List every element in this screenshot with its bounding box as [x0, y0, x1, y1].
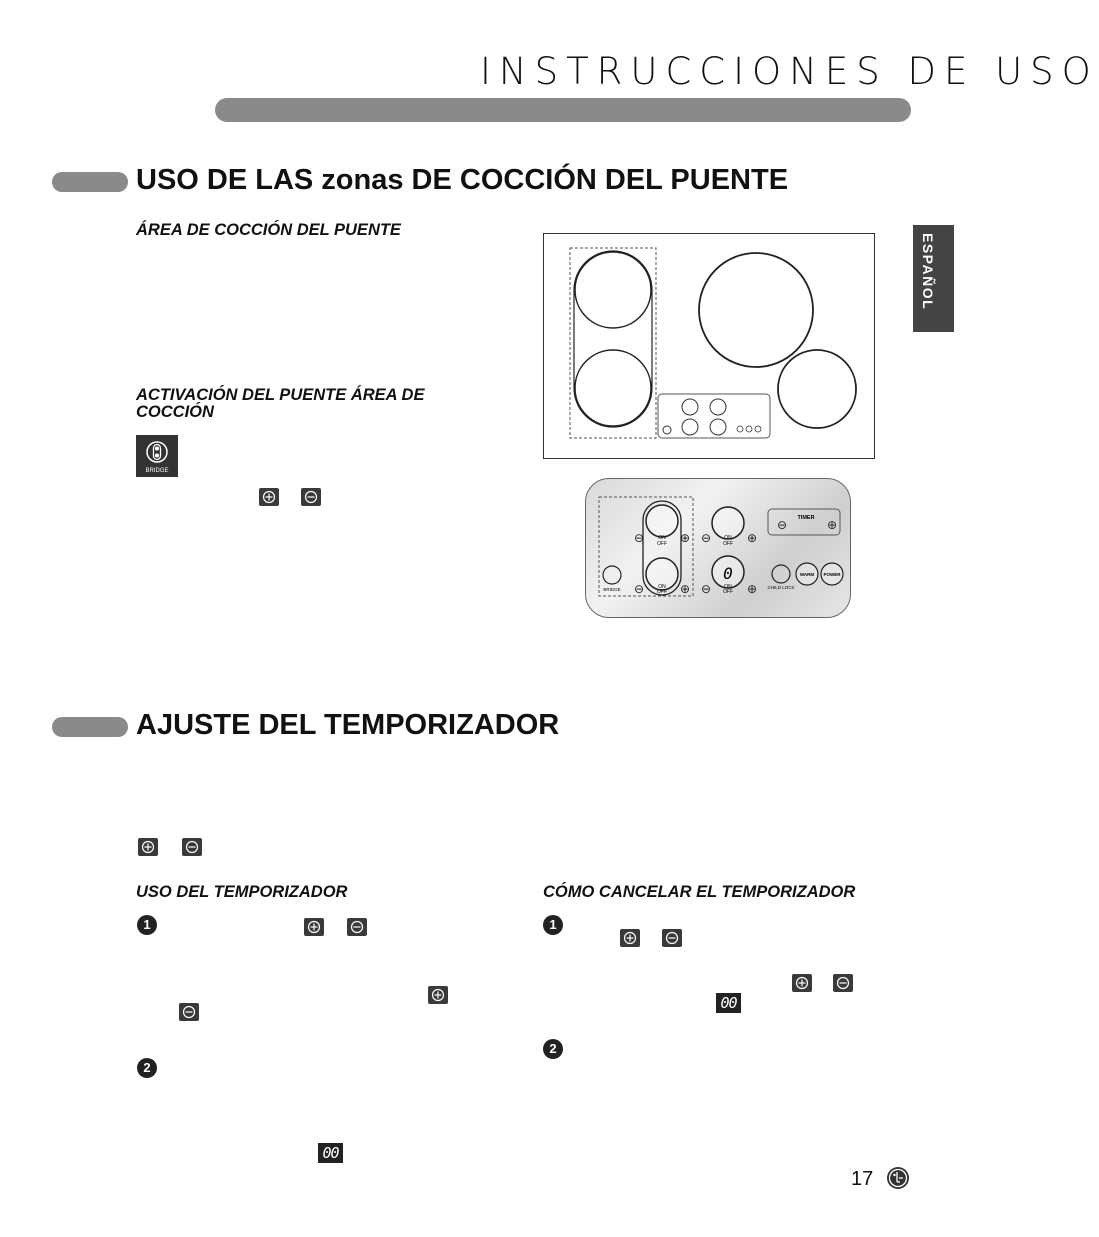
plus-icon-2	[138, 838, 158, 856]
panel-child-lock-label: CHILD LOCK	[767, 585, 795, 590]
svg-text:⊕: ⊕	[746, 531, 758, 545]
svg-text:⊖: ⊖	[700, 531, 712, 545]
language-tab-label: ESPAÑOL	[920, 233, 936, 311]
section-marker-2	[52, 717, 128, 737]
minus-icon	[301, 488, 321, 506]
panel-timer-label: TIMER	[797, 515, 815, 521]
subheading-bridge-activation: ACTIVACIÓN DEL PUENTE ÁREA DE COCCIÓN	[136, 386, 425, 421]
bridge-button-icon	[136, 435, 178, 477]
subheading-bridge-area: ÁREA DE COCCIÓN DEL PUENTE	[136, 221, 401, 239]
cancel-timer-display-00: 00	[716, 993, 741, 1013]
cancel-step-2-badge: 2	[543, 1039, 563, 1059]
panel-on-label: ON	[658, 535, 666, 541]
page-title: INSTRUCCIONES DE USO	[480, 50, 1099, 93]
panel-power-label: POWER	[823, 572, 841, 577]
panel-bridge-label: BRIDGE	[603, 587, 621, 592]
panel-warm-label: WARM	[799, 572, 815, 577]
lg-logo-icon	[886, 1166, 910, 1190]
svg-text:⊖: ⊖	[633, 582, 645, 596]
panel-on-label-3: ON	[724, 535, 732, 541]
control-panel-diagram	[585, 478, 851, 618]
page-number: 17	[851, 1168, 874, 1190]
panel-on-label-2: ON	[658, 584, 666, 590]
timer-display-00: 00	[318, 1143, 343, 1163]
svg-text:⊕: ⊕	[679, 582, 691, 596]
bridge-button-label: BRIDGE	[145, 468, 169, 474]
panel-off-label-2: OFF	[657, 589, 667, 595]
svg-text:⊕: ⊕	[826, 518, 838, 532]
svg-text:⊖: ⊖	[633, 531, 645, 545]
plus-icon	[259, 488, 279, 506]
subheading-timer-use: USO DEL TEMPORIZADOR	[136, 883, 348, 901]
cooktop-diagram	[543, 233, 875, 459]
section-heading-bridge: USO DE LAS zonas DE COCCIÓN DEL PUENTE	[136, 164, 789, 196]
cancel-step-1-badge: 1	[543, 915, 563, 935]
svg-text:⊖: ⊖	[700, 582, 712, 596]
svg-text:⊕: ⊕	[679, 531, 691, 545]
svg-text:⊖: ⊖	[776, 518, 788, 532]
minus-icon-6	[833, 974, 853, 992]
plus-icon-4	[428, 986, 448, 1004]
svg-text:⊕: ⊕	[746, 582, 758, 596]
language-tab	[913, 225, 954, 332]
minus-icon-5	[662, 929, 682, 947]
panel-off-label-3: OFF	[723, 541, 733, 547]
subheading-timer-cancel: CÓMO CANCELAR EL TEMPORIZADOR	[543, 883, 856, 901]
panel-off-label: OFF	[657, 541, 667, 547]
plus-icon-3	[304, 918, 324, 936]
step-2-badge: 2	[137, 1058, 157, 1078]
section-marker	[52, 172, 128, 192]
plus-icon-5	[620, 929, 640, 947]
panel-on-label-4: ON	[724, 584, 732, 590]
panel-off-label-4: OFF	[723, 589, 733, 595]
minus-icon-4	[179, 1003, 199, 1021]
title-bar	[215, 98, 911, 122]
section-heading-timer: AJUSTE DEL TEMPORIZADOR	[136, 709, 560, 741]
step-1-badge: 1	[137, 915, 157, 935]
minus-icon-2	[182, 838, 202, 856]
plus-icon-6	[792, 974, 812, 992]
panel-display: 0	[723, 564, 733, 583]
minus-icon-3	[347, 918, 367, 936]
